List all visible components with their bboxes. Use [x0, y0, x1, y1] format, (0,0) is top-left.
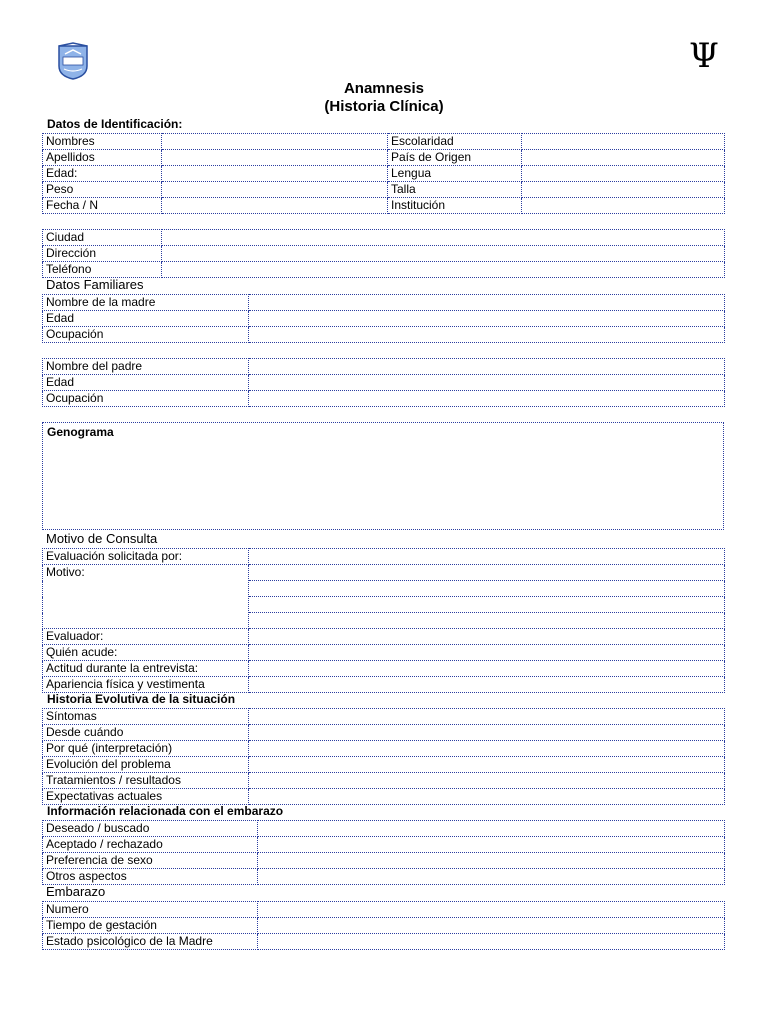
edad-label: Edad:: [43, 166, 162, 182]
fecha-field[interactable]: [162, 198, 388, 214]
tratamientos-field[interactable]: [249, 773, 725, 789]
table-row: [43, 725, 725, 741]
table-row: [43, 757, 725, 773]
motivo-table: [42, 548, 725, 693]
padre-nombre-label: Nombre del padre: [43, 359, 249, 375]
table-row: [43, 741, 725, 757]
table-row: [43, 934, 725, 950]
ciudad-field[interactable]: [162, 230, 725, 246]
embarazo-info-table: [42, 820, 725, 885]
table-row: [43, 295, 725, 311]
padre-edad-label: Edad: [43, 375, 249, 391]
padre-table: [42, 358, 725, 407]
preferencia-field[interactable]: [258, 853, 725, 869]
estado-psicologico-label: Estado psicológico de la Madre: [43, 934, 258, 950]
table-row: [43, 918, 725, 934]
table-row: [43, 902, 725, 918]
madre-edad-field[interactable]: [249, 311, 725, 327]
padre-nombre-field[interactable]: [249, 359, 725, 375]
madre-table: [42, 294, 725, 343]
table-row: [43, 230, 725, 246]
embarazo-table: [42, 901, 725, 950]
estado-psicologico-field[interactable]: [258, 934, 725, 950]
school-crest-icon: [56, 42, 90, 80]
motivo-label: Motivo:: [43, 565, 249, 629]
table-row: [43, 853, 725, 869]
table-row: [43, 166, 725, 182]
escolaridad-label: Escolaridad: [388, 134, 522, 150]
aceptado-label: Aceptado / rechazado: [43, 837, 258, 853]
ciudad-label: Ciudad: [43, 230, 162, 246]
nombres-field[interactable]: [162, 134, 388, 150]
quien-acude-field[interactable]: [249, 645, 725, 661]
genograma-box[interactable]: [42, 422, 724, 530]
institucion-field[interactable]: [522, 198, 725, 214]
peso-field[interactable]: [162, 182, 388, 198]
telefono-label: Teléfono: [43, 262, 162, 278]
table-row: [43, 821, 725, 837]
talla-label: Talla: [388, 182, 522, 198]
page-subtitle: (Historia Clínica): [324, 98, 444, 115]
expectativas-field[interactable]: [249, 789, 725, 805]
table-row: [43, 629, 725, 645]
evolucion-field[interactable]: [249, 757, 725, 773]
direccion-field[interactable]: [162, 246, 725, 262]
table-row: [43, 246, 725, 262]
motivo-field-3[interactable]: [249, 597, 725, 613]
table-row: [43, 661, 725, 677]
peso-label: Peso: [43, 182, 162, 198]
quien-acude-label: Quién acude:: [43, 645, 249, 661]
table-row: [43, 150, 725, 166]
evaluador-label: Evaluador:: [43, 629, 249, 645]
desde-cuando-field[interactable]: [249, 725, 725, 741]
table-row: [43, 837, 725, 853]
deseado-label: Deseado / buscado: [43, 821, 258, 837]
table-row: [43, 391, 725, 407]
direccion-label: Dirección: [43, 246, 162, 262]
actitud-label: Actitud durante la entrevista:: [43, 661, 249, 677]
por-que-field[interactable]: [249, 741, 725, 757]
madre-ocupacion-field[interactable]: [249, 327, 725, 343]
motivo-field-2[interactable]: [249, 581, 725, 597]
identificacion-heading: Datos de Identificación:: [47, 117, 183, 131]
table-row: [43, 311, 725, 327]
preferencia-label: Preferencia de sexo: [43, 853, 258, 869]
telefono-field[interactable]: [162, 262, 725, 278]
historia-table: [42, 708, 725, 805]
desde-cuando-label: Desde cuándo: [43, 725, 249, 741]
familiares-heading: Datos Familiares: [46, 277, 144, 292]
table-row: [43, 327, 725, 343]
motivo-field-4[interactable]: [249, 613, 725, 629]
apariencia-label: Apariencia física y vestimenta: [43, 677, 249, 693]
madre-nombre-field[interactable]: [249, 295, 725, 311]
page-title: Anamnesis: [343, 80, 425, 97]
edad-field[interactable]: [162, 166, 388, 182]
psi-symbol: Ψ: [689, 36, 719, 76]
table-row: [43, 134, 725, 150]
table-row: [43, 869, 725, 885]
table-row: [43, 645, 725, 661]
deseado-field[interactable]: [258, 821, 725, 837]
numero-label: Numero: [43, 902, 258, 918]
table-row: [43, 789, 725, 805]
table-row: [43, 198, 725, 214]
madre-edad-label: Edad: [43, 311, 249, 327]
evolucion-label: Evolución del problema: [43, 757, 249, 773]
motivo-heading: Motivo de Consulta: [46, 531, 158, 546]
padre-edad-field[interactable]: [249, 375, 725, 391]
table-row: [43, 773, 725, 789]
nombres-label: Nombres: [43, 134, 162, 150]
otros-aspectos-label: Otros aspectos: [43, 869, 258, 885]
apariencia-field[interactable]: [249, 677, 725, 693]
aceptado-field[interactable]: [258, 837, 725, 853]
table-row: [43, 565, 725, 581]
sintomas-label: Síntomas: [43, 709, 249, 725]
table-row: [43, 375, 725, 391]
numero-field[interactable]: [258, 902, 725, 918]
madre-nombre-label: Nombre de la madre: [43, 295, 249, 311]
otros-aspectos-field[interactable]: [258, 869, 725, 885]
padre-ocupacion-field[interactable]: [249, 391, 725, 407]
table-row: [43, 709, 725, 725]
motivo-field-1[interactable]: [249, 565, 725, 581]
embarazo-info-heading: Información relacionada con el embarazo: [47, 804, 284, 818]
por-que-label: Por qué (interpretación): [43, 741, 249, 757]
table-row: [43, 182, 725, 198]
actitud-field[interactable]: [249, 661, 725, 677]
gestacion-label: Tiempo de gestación: [43, 918, 258, 934]
genograma-label: Genograma: [47, 425, 114, 439]
lengua-field[interactable]: [522, 166, 725, 182]
table-row: [43, 549, 725, 565]
evaluador-field[interactable]: [249, 629, 725, 645]
table-row: [43, 262, 725, 278]
gestacion-field[interactable]: [258, 918, 725, 934]
expectativas-label: Expectativas actuales: [43, 789, 249, 805]
fecha-label: Fecha / N: [43, 198, 162, 214]
escolaridad-field[interactable]: [522, 134, 725, 150]
apellidos-field[interactable]: [162, 150, 388, 166]
apellidos-label: Apellidos: [43, 150, 162, 166]
embarazo-heading: Embarazo: [46, 884, 106, 899]
lengua-label: Lengua: [388, 166, 522, 182]
identificacion-table: [42, 133, 725, 214]
solicitada-label: Evaluación solicitada por:: [43, 549, 249, 565]
sintomas-field[interactable]: [249, 709, 725, 725]
talla-field[interactable]: [522, 182, 725, 198]
table-row: [43, 677, 725, 693]
institucion-label: Institución: [388, 198, 522, 214]
solicitada-field[interactable]: [249, 549, 725, 565]
pais-label: País de Origen: [388, 150, 522, 166]
historia-heading: Historia Evolutiva de la situación: [47, 692, 236, 706]
pais-field[interactable]: [522, 150, 725, 166]
table-row: [43, 359, 725, 375]
tratamientos-label: Tratamientos / resultados: [43, 773, 249, 789]
contacto-table: [42, 229, 725, 278]
padre-ocupacion-label: Ocupación: [43, 391, 249, 407]
madre-ocupacion-label: Ocupación: [43, 327, 249, 343]
